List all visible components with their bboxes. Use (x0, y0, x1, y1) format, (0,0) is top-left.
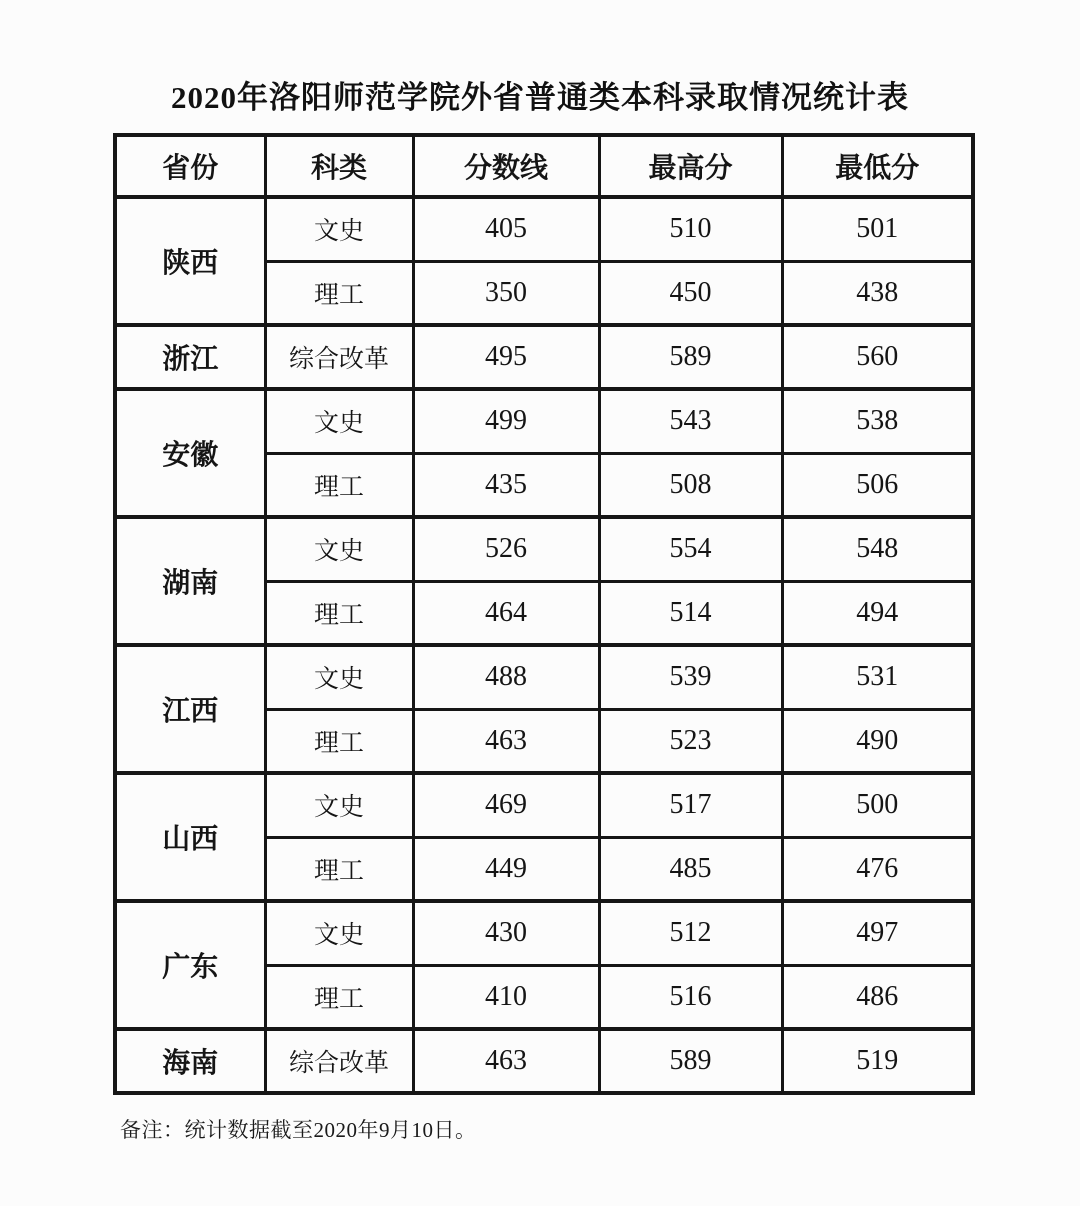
header-cell-province: 省份 (115, 135, 265, 197)
lowest-score-cell: 531 (782, 645, 973, 709)
cutoff-score-cell: 488 (413, 645, 599, 709)
cutoff-score-cell: 526 (413, 517, 599, 581)
header-cell-highest: 最高分 (599, 135, 782, 197)
category-cell: 理工 (265, 453, 413, 517)
province-name-cell: 广东 (115, 901, 265, 1029)
category-cell: 理工 (265, 837, 413, 901)
cutoff-score-cell: 449 (413, 837, 599, 901)
table-row (115, 901, 973, 965)
highest-score-cell: 510 (599, 197, 782, 261)
category-cell: 文史 (265, 517, 413, 581)
category-cell: 综合改革 (265, 1029, 413, 1093)
highest-score-cell: 450 (599, 261, 782, 325)
category-cell: 理工 (265, 261, 413, 325)
lowest-score-cell: 506 (782, 453, 973, 517)
category-cell: 文史 (265, 389, 413, 453)
footnote: 备注：统计数据截至2020年9月10日。 (120, 1118, 477, 1142)
table-row (115, 1029, 973, 1093)
highest-score-cell: 589 (599, 1029, 782, 1093)
cutoff-score-cell: 469 (413, 773, 599, 837)
category-cell: 文史 (265, 773, 413, 837)
header-cell-cutoff: 分数线 (413, 135, 599, 197)
highest-score-cell: 517 (599, 773, 782, 837)
table-row (115, 325, 973, 389)
province-name-cell: 安徽 (115, 389, 265, 517)
category-cell: 文史 (265, 645, 413, 709)
lowest-score-cell: 560 (782, 325, 973, 389)
header-cell-category: 科类 (265, 135, 413, 197)
table-row (115, 773, 973, 837)
province-name-cell: 陕西 (115, 197, 265, 325)
province-name-cell: 山西 (115, 773, 265, 901)
lowest-score-cell: 501 (782, 197, 973, 261)
table-header-row (115, 135, 973, 197)
cutoff-score-cell: 495 (413, 325, 599, 389)
table-row (115, 197, 973, 261)
lowest-score-cell: 519 (782, 1029, 973, 1093)
page-title: 2020年洛阳师范学院外省普通类本科录取情况统计表 (171, 80, 909, 115)
table-row (115, 645, 973, 709)
cutoff-score-cell: 410 (413, 965, 599, 1029)
highest-score-cell: 516 (599, 965, 782, 1029)
admissions-table (113, 133, 975, 1095)
table-row (115, 389, 973, 453)
lowest-score-cell: 438 (782, 261, 973, 325)
category-cell: 综合改革 (265, 325, 413, 389)
province-name-cell: 浙江 (115, 325, 265, 389)
cutoff-score-cell: 463 (413, 1029, 599, 1093)
lowest-score-cell: 476 (782, 837, 973, 901)
highest-score-cell: 512 (599, 901, 782, 965)
lowest-score-cell: 538 (782, 389, 973, 453)
cutoff-score-cell: 350 (413, 261, 599, 325)
cutoff-score-cell: 430 (413, 901, 599, 965)
province-name-cell: 湖南 (115, 517, 265, 645)
table-row (115, 517, 973, 581)
cutoff-score-cell: 435 (413, 453, 599, 517)
highest-score-cell: 539 (599, 645, 782, 709)
category-cell: 理工 (265, 581, 413, 645)
province-name-cell: 海南 (115, 1029, 265, 1093)
cutoff-score-cell: 499 (413, 389, 599, 453)
category-cell: 文史 (265, 901, 413, 965)
lowest-score-cell: 494 (782, 581, 973, 645)
lowest-score-cell: 490 (782, 709, 973, 773)
lowest-score-cell: 497 (782, 901, 973, 965)
category-cell: 文史 (265, 197, 413, 261)
highest-score-cell: 523 (599, 709, 782, 773)
header-cell-lowest: 最低分 (782, 135, 973, 197)
highest-score-cell: 508 (599, 453, 782, 517)
lowest-score-cell: 500 (782, 773, 973, 837)
lowest-score-cell: 486 (782, 965, 973, 1029)
lowest-score-cell: 548 (782, 517, 973, 581)
category-cell: 理工 (265, 965, 413, 1029)
province-name-cell: 江西 (115, 645, 265, 773)
highest-score-cell: 554 (599, 517, 782, 581)
highest-score-cell: 543 (599, 389, 782, 453)
cutoff-score-cell: 405 (413, 197, 599, 261)
cutoff-score-cell: 464 (413, 581, 599, 645)
highest-score-cell: 485 (599, 837, 782, 901)
cutoff-score-cell: 463 (413, 709, 599, 773)
highest-score-cell: 514 (599, 581, 782, 645)
highest-score-cell: 589 (599, 325, 782, 389)
category-cell: 理工 (265, 709, 413, 773)
